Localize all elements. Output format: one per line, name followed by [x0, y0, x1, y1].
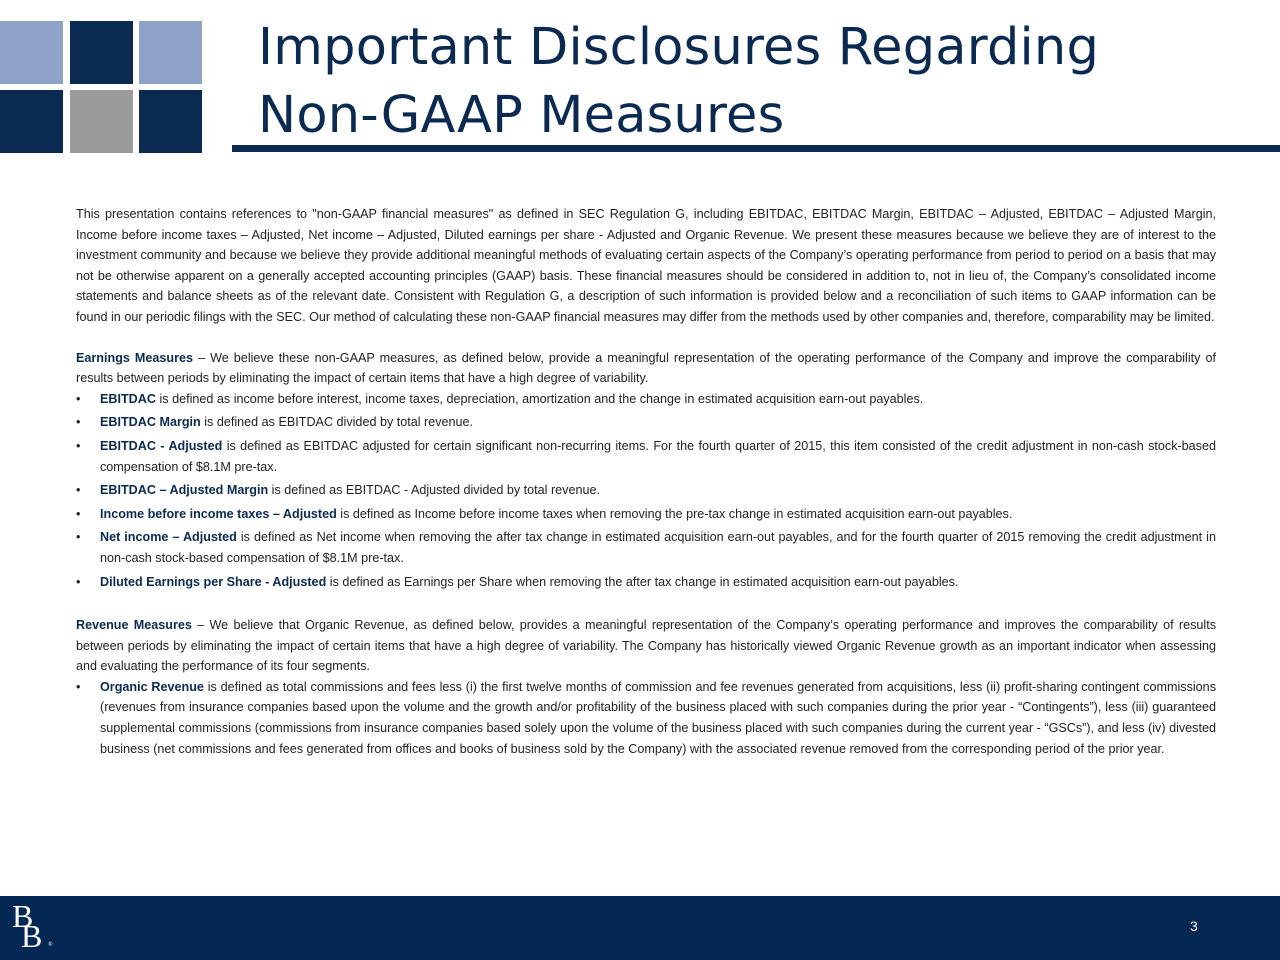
definition: is defined as EBITDAC adjusted for certain significant non-recurring items. For the fourth quarter of 2015, this item consisted of the credit adjustment in non-cash stock-based compensation of $8.1M pre-tax.	[100, 438, 1216, 474]
earnings-measures-paragraph	[76, 348, 1216, 389]
definition: is defined as Net income when removing the after tax change in estimated acquisition earn-out payables, and for the fourth quarter of 2015 removing the credit adjustment in non-cash stock-based compensation of $8.1M pre-tax.	[100, 530, 1216, 565]
list-item	[76, 436, 1216, 477]
logo-letter-1: B	[12, 898, 34, 934]
bullet-icon: •	[76, 506, 81, 521]
term: Organic Revenue	[100, 679, 204, 694]
footer-bar	[0, 896, 1280, 960]
registered-mark: ®	[48, 942, 53, 948]
revenue-measures-paragraph	[76, 615, 1216, 677]
bullet-icon: •	[76, 391, 81, 406]
definition: is defined as total commissions and fees less (i) the first twelve months of commission and fee revenues generated from acquisitions, less (ii) profit-sharing contingent commissions (revenues from insurance companies based upon the volume and the growth and/or profitability of the business placed with such companies during the prior year - “Contingents”), less (iii) guaranteed supplemental commissions (commissions from insurance companies based solely upon the volume of the business placed with such companies during the current year - “GSCs”), and less (iv) divested business (net commissions and fees generated from offices and books of business sold by the Company) with the associated revenue removed from the corresponding period of the prior year.	[100, 679, 1216, 756]
decor-square-navy-2	[0, 90, 63, 153]
definition: is defined as EBITDAC divided by total revenue.	[200, 415, 474, 430]
list-item	[76, 412, 1216, 433]
company-logo	[12, 898, 53, 954]
earnings-measures-text: – We believe these non-GAAP measures, as defined below, provide a meaningful representation of the operating performance of the Company and improve the comparability of results between periods by eliminating the impact of certain items that have a high degree of variability.	[76, 350, 1216, 386]
title-underline	[232, 145, 1280, 152]
list-item	[76, 677, 1216, 759]
revenue-measures-list	[76, 677, 1216, 759]
decor-square-navy-3	[139, 90, 202, 153]
list-item	[76, 389, 1216, 410]
bullet-icon: •	[76, 483, 81, 498]
term: EBITDAC Margin	[100, 415, 201, 430]
intro-paragraph: This presentation contains references to "non-GAAP financial measures" as defined in SEC Regulation G, including EBITDAC, EBITDAC Margin, EBITDAC – Adjusted, EBITDAC – Adjusted Margin, Income before income taxes – Adjusted, Net income – Adjusted, Diluted earnings per share - Adjusted and Organic Revenue. We present these measures because we believe they are of interest to the investment community and because we believe they provide additional meaningful methods of evaluating certain aspects of the Company’s operating performance from period to period on a basis that may not be otherwise apparent on a generally accepted accounting principles (GAAP) basis. These financial measures should be considered in addition to, not in lieu of, the Company’s consolidated income statements and balance sheets as of the relevant date. Consistent with Regulation G, a description of such information is provided below and a reconciliation of such items to GAAP information can be found in our periodic filings with the SEC. Our method of calculating these non-GAAP financial measures may differ from the methods used by other companies and, therefore, comparability may be limited.	[76, 207, 1216, 324]
list-item	[76, 527, 1216, 568]
term: EBITDAC - Adjusted	[100, 438, 223, 453]
logo-letter-2: B	[21, 918, 43, 954]
bullet-icon: •	[76, 438, 81, 453]
page-title-line-2: Non-GAAP Measures	[258, 86, 785, 145]
page-title-line-1: Important Disclosures Regarding	[258, 18, 1100, 77]
definition: is defined as income before interest, income taxes, depreciation, amortization and the change in estimated acquisition earn-out payables.	[155, 391, 924, 406]
term: Diluted Earnings per Share - Adjusted	[100, 574, 327, 589]
earnings-measures-heading: Earnings Measures	[76, 350, 194, 365]
list-item	[76, 480, 1216, 501]
earnings-measures-list	[76, 389, 1216, 592]
revenue-measures-heading: Revenue Measures	[76, 618, 192, 633]
term: EBITDAC – Adjusted Margin	[100, 483, 269, 498]
list-item	[76, 572, 1216, 593]
decor-square-navy-1	[70, 21, 133, 84]
bullet-icon: •	[76, 415, 81, 430]
page-number: 3	[1190, 918, 1198, 934]
definition: is defined as Earnings per Share when removing the after tax change in estimated acquisition earn-out payables.	[326, 574, 959, 589]
decor-square-light-2	[139, 21, 202, 84]
list-item	[76, 504, 1216, 525]
bullet-icon: •	[76, 530, 81, 545]
page-title	[258, 14, 1099, 150]
disclosure-body	[76, 204, 1216, 762]
term: Net income – Adjusted	[100, 530, 237, 545]
decor-square-gray	[70, 90, 133, 153]
bullet-icon: •	[76, 679, 81, 694]
definition: is defined as EBITDAC - Adjusted divided by total revenue.	[268, 483, 600, 498]
bullet-icon: •	[76, 574, 81, 589]
decor-square-light-1	[0, 21, 63, 84]
revenue-measures-text: – We believe that Organic Revenue, as defined below, provides a meaningful representation of the Company’s operating performance and improves the comparability of results between periods by eliminating the impact of certain items that have a high degree of variability. The Company has historically viewed Organic Revenue growth as an important indicator when assessing and evaluating the performance of its four segments.	[76, 618, 1216, 674]
term: Income before income taxes – Adjusted	[100, 506, 337, 521]
term: EBITDAC	[100, 391, 156, 406]
definition: is defined as Income before income taxes when removing the pre-tax change in estimated acquisition earn-out payables.	[336, 506, 1013, 521]
